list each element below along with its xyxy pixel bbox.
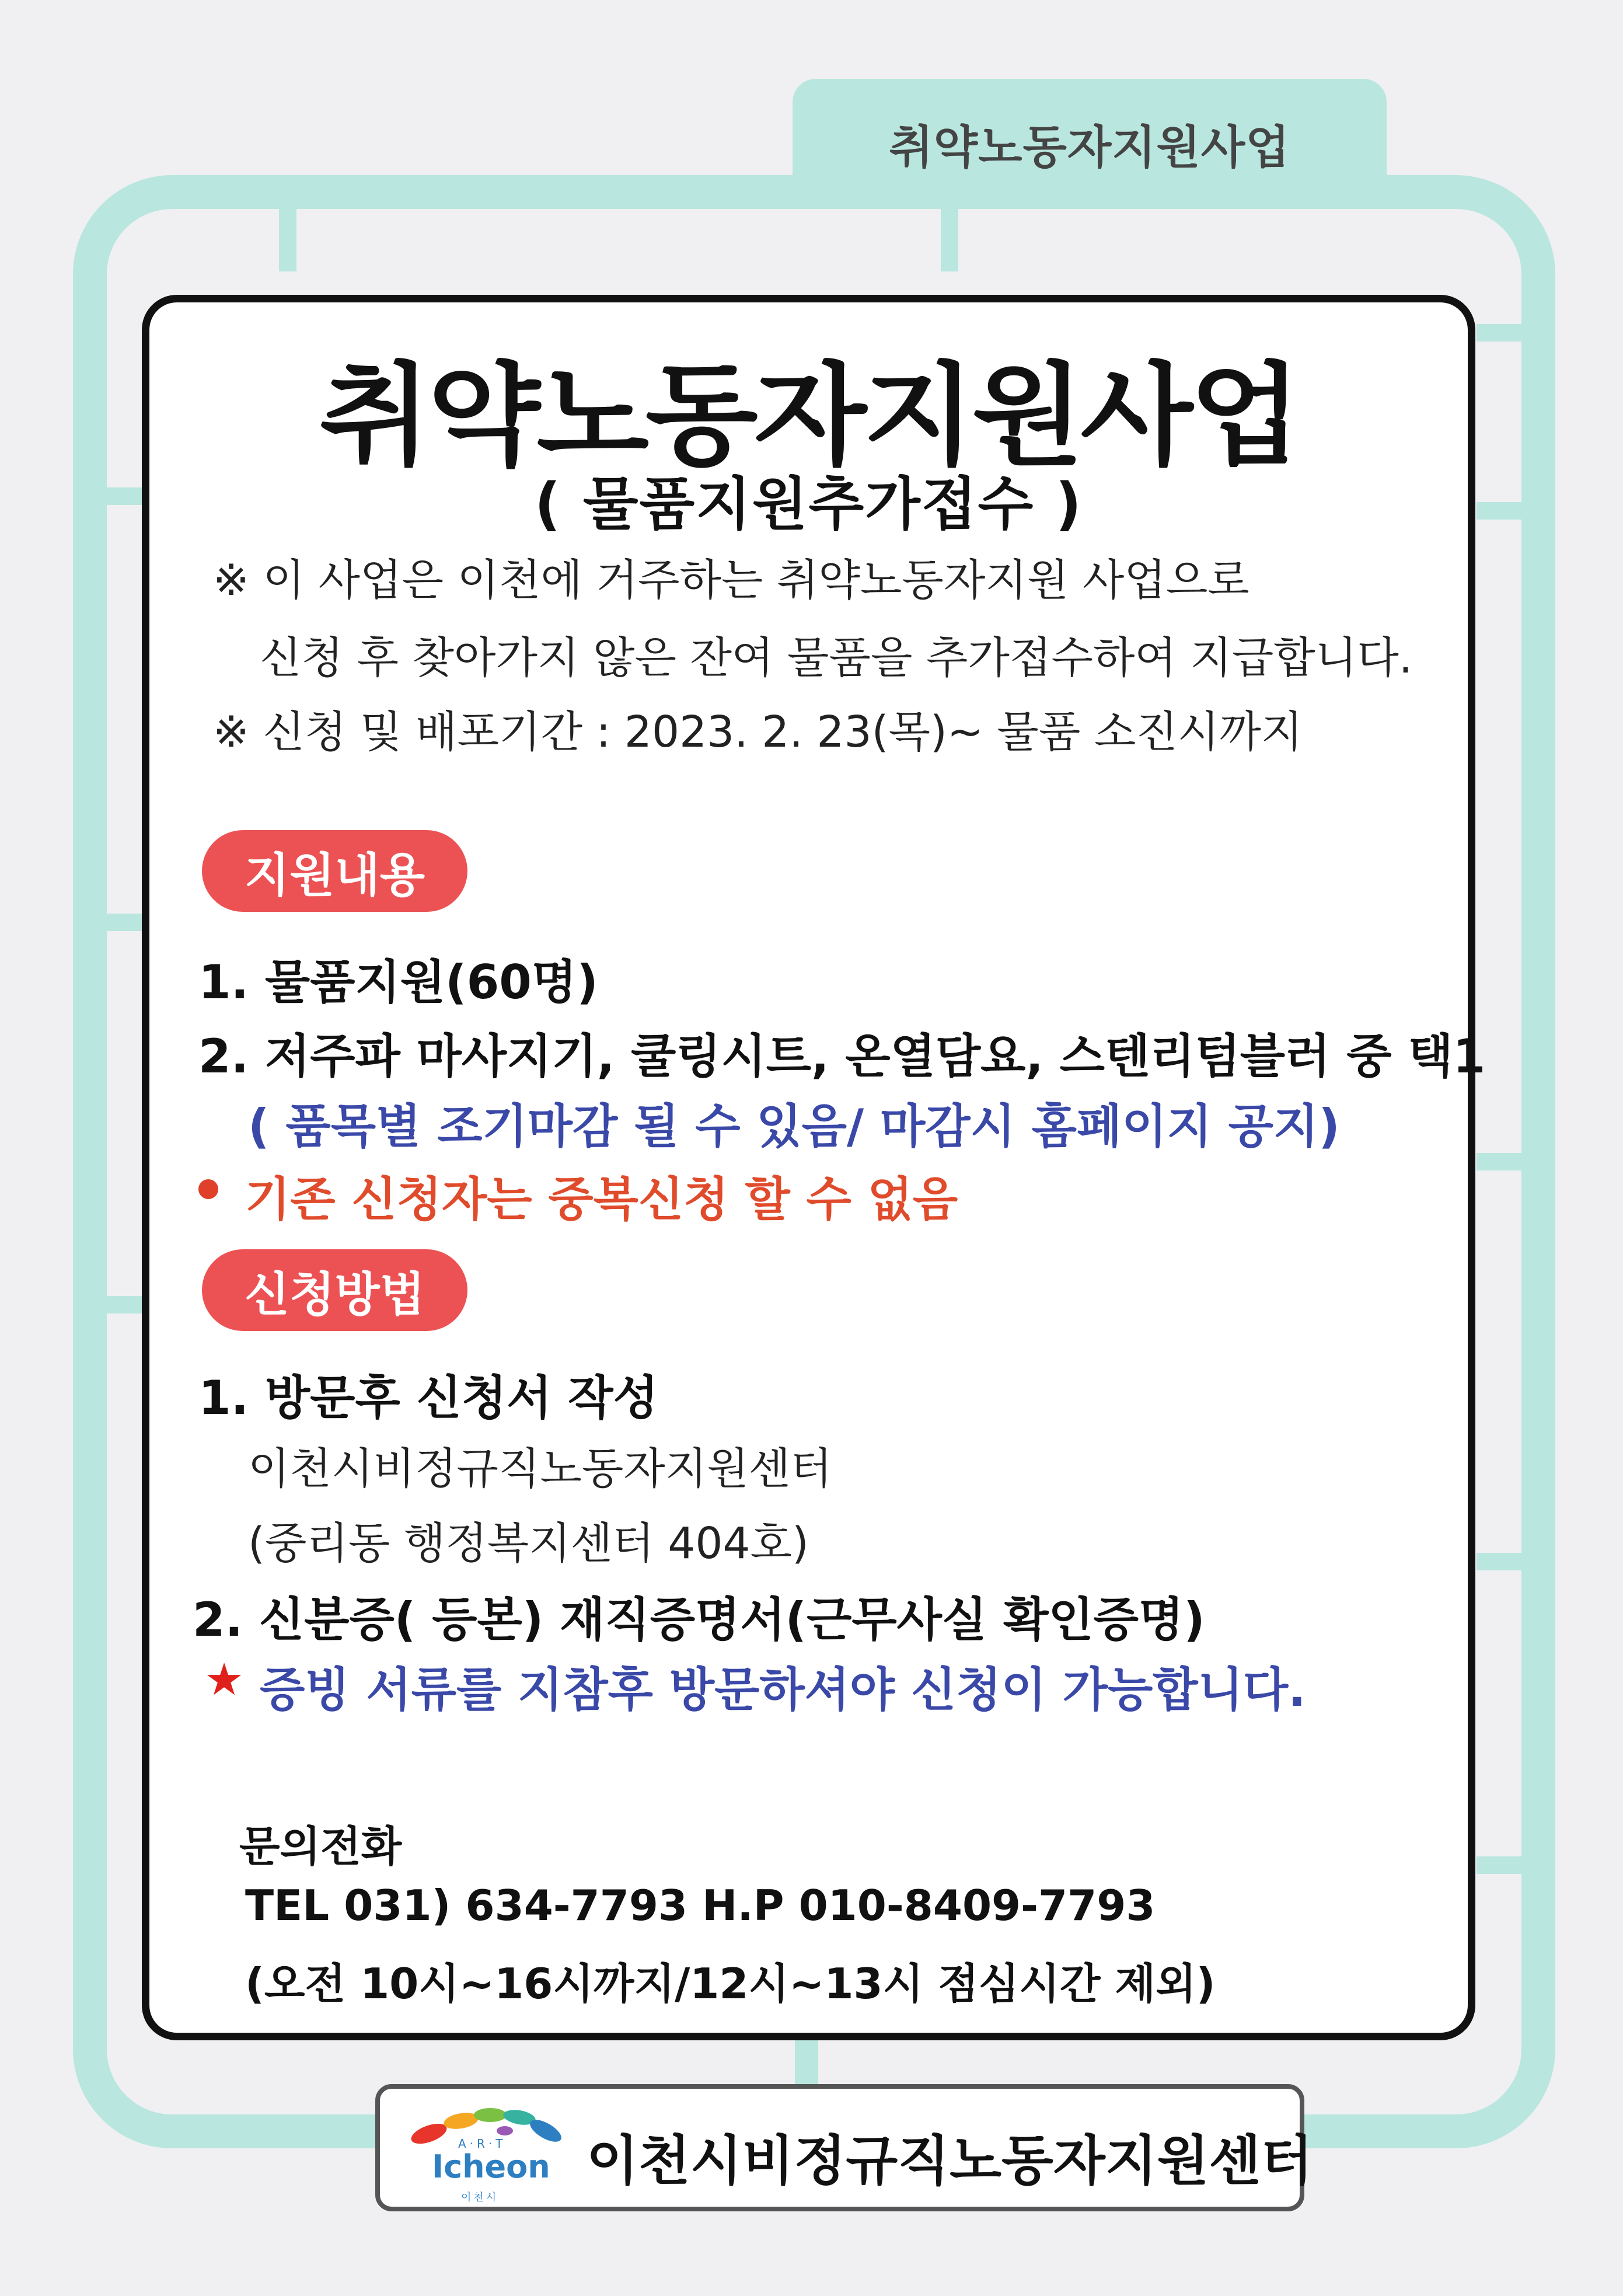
- intro-line-1: ※ 이 사업은 이천에 거주하는 취약노동자지원 사업으로: [213, 555, 1249, 605]
- logo-subtext: 이천시: [461, 2192, 499, 2204]
- frame-stub: [1477, 1553, 1541, 1570]
- visit-notice: 증빙 서류를 지참후 방문하셔야 신청이 가능합니다.: [260, 1663, 1306, 1717]
- duplicate-warning: 기존 신청자는 중복신청 할 수 없음: [245, 1172, 958, 1227]
- tab-title: 취약노동자지원사업: [889, 121, 1290, 174]
- contact-label: 문의전화: [239, 1822, 402, 1871]
- method-item-2: 2. 신분증( 등본) 재직증명서(근무사실 확인증명): [193, 1593, 1205, 1647]
- intro-line-2: 신청 후 찾아가지 않은 잔여 물품을 추가접수하여 지급합니다.: [260, 633, 1413, 683]
- subtitle: ( 물품지원추가접수 ): [534, 471, 1083, 538]
- frame-stub: [1477, 1856, 1541, 1874]
- method-item-1: 1. 방문후 신청서 작성: [198, 1371, 658, 1425]
- bullet-dot: [198, 1179, 218, 1199]
- support-item-2: 2. 저주파 마사지기, 쿨링시트, 온열담요, 스텐리텀블러 중 택1: [198, 1029, 1486, 1083]
- method-section-label: 신청방법: [202, 1249, 467, 1331]
- footer-org-name: 이천시비정규직노동자지원센터: [587, 2130, 1313, 2192]
- contact-hours: (오전 10시~16시까지/12시~13시 점심시간 제외): [245, 1959, 1216, 2008]
- frame-stub: [1477, 502, 1541, 520]
- method-item-1-address: (중리동 행정복지센터 404호): [248, 1518, 809, 1569]
- frame-stub: [1477, 1153, 1541, 1170]
- frame-stub: [99, 914, 143, 931]
- logo-art-text: A·R·T: [458, 2137, 507, 2151]
- frame-stub: [279, 201, 296, 271]
- logo-text: Icheon: [432, 2148, 550, 2185]
- support-item-1: 1. 물품지원(60명): [198, 955, 598, 1009]
- intro-line-3: ※ 신청 및 배포기간 : 2023. 2. 23(목)~ 물품 소진시까지: [213, 707, 1303, 757]
- contact-phones: TEL 031) 634-7793 H.P 010-8409-7793: [245, 1881, 1156, 1930]
- frame-stub: [795, 2040, 818, 2087]
- frame-stub: [941, 201, 958, 271]
- star-icon: ★: [204, 1653, 245, 1705]
- support-section-label: 지원내용: [202, 830, 467, 912]
- main-title: 취약노동자지원사업: [319, 351, 1299, 480]
- frame-stub: [99, 1296, 143, 1314]
- support-item-2-note: ( 품목별 조기마감 될 수 있음/ 마감시 홈페이지 공지): [248, 1099, 1340, 1154]
- method-item-1-place: 이천시비정규직노동자지원센터: [248, 1444, 832, 1494]
- frame-stub: [99, 487, 143, 505]
